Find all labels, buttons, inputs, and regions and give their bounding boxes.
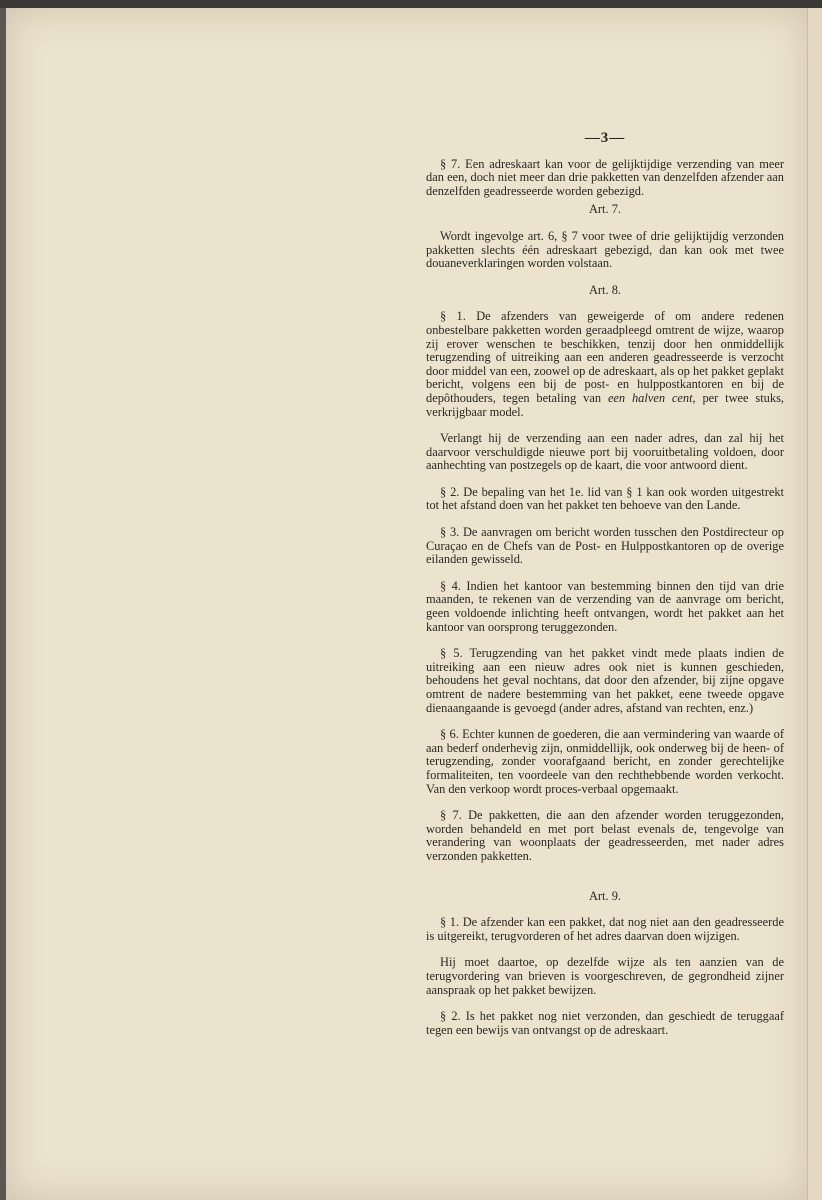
paragraph: [426, 526, 784, 567]
paragraph: [426, 310, 784, 419]
paragraph-text: § 2. Is het pakket nog niet verzonden, dan geschiedt de teruggaaf tegen een bewijs van ontvangst op de adreskaart.: [426, 1009, 784, 1037]
paragraph: [426, 956, 784, 997]
paragraph-text: § 1. De afzender kan een pakket, dat nog niet aan den geadresseerde is uitgereikt, terugvorderen of het adres daarvan doen wijzigen.: [426, 915, 784, 943]
paragraph-text: Hij moet daartoe, op dezelfde wijze als ten aanzien van de terugvordering van brieven is voorgeschreven, de gegrondheid zijner aanspraak op het pakket bewijzen.: [426, 955, 784, 997]
paragraph: [426, 580, 784, 634]
emphasized-text: een halven cent,: [607, 390, 696, 405]
document-page: [6, 8, 808, 1200]
spacer: [426, 877, 784, 885]
paragraph-text: § 2. De bepaling van het 1e. lid van § 1 kan ook worden uitgestrekt tot het afstand doen van het pakket ten behoeve van den Lande.: [426, 484, 784, 513]
paragraph: [426, 1010, 784, 1037]
paragraph-text: § 1. De afzenders van geweigerde of om andere redenen onbestelbare pakketten worden geraadpleegd omtrent de wijze, waarop zij erover wenschen te beschikken, tenzij door hen onmiddellijk terugzending of uitreiking aan een anderen geadresseerde is verzocht door middel van een, zoowel op de adreskaart, als op het pakket geplakt bericht, volgens een bij de post- en hulppostkantoren en bij de depôthouders, tegen betaling van: [426, 309, 784, 405]
paragraph: [426, 486, 784, 513]
paragraph: [426, 158, 784, 199]
paragraph: [426, 728, 784, 796]
paragraph-text: § 7. De pakketten, die aan den afzender worden teruggezonden, worden behandeld en met port belast evenals de, tengevolge van verandering van woonplaats der geadresseerden, met nader adres verzonden pakketten.: [426, 808, 784, 863]
paragraph-text: Wordt ingevolge art. 6, § 7 voor twee of drie gelijktijdig verzonden pakketten slechts één adreskaart gebezigd, dan kan ook met twee douaneverklaringen worden volstaan.: [426, 228, 784, 271]
scan-right-edge: [807, 8, 822, 1200]
paragraph-text: § 6. Echter kunnen de goederen, die aan vermindering van waarde of aan bederf onderhevig zijn, onmiddellijk, ook onderweg bij de heen- of terugzending, zonder voorafgaand bericht, en zonder gerechtelijke formaliteiten, ten voordeele van den rechthebbende worden verkocht. Van den verkoop wordt proces-verbaal opgemaakt.: [426, 727, 784, 796]
paragraph: [426, 916, 784, 943]
page-number: —3—: [584, 130, 626, 146]
paragraph: [426, 230, 784, 271]
paragraph-text: § 3. De aanvragen om bericht worden tusschen den Postdirecteur op Curaçao en de Chefs van de Post- en Hulppostkantoren op de overige eilanden gewisseld.: [426, 525, 784, 567]
article-heading: Art. 7.: [588, 202, 621, 217]
paragraph: [426, 647, 784, 715]
article-heading: Art. 9.: [588, 888, 621, 903]
paragraph-text: Verlangt hij de verzending aan een nader adres, dan zal hij het daarvoor verschuldigde nieuwe port bij vooruitbetaling voldoen, door aanhechting van postzegels op de kaart, die voor antwoord dient.: [426, 431, 784, 473]
paragraph: [426, 432, 784, 473]
paragraph-text: § 4. Indien het kantoor van bestemming binnen den tijd van drie maanden, te rekenen van de verzending van de aanvrage om bericht, geen voldoende inlichting heeft ontvangen, wordt het pakket aan het kantoor van oorsprong teruggezonden.: [426, 578, 784, 634]
scan-top-border: [0, 0, 822, 8]
paragraph: [426, 809, 784, 863]
text-column: [426, 132, 784, 1050]
paragraph-text-continued: per twee stuks, verkrijgbaar model.: [426, 390, 784, 419]
article-heading: Art. 8.: [588, 282, 621, 297]
paragraph-text: § 5. Terugzending van het pakket vindt mede plaats indien de uitreiking aan een nieuw adres ook niet is kunnen geschieden, behoudens het geval nochtans, dat door den afzender, bij zijne opgave omtrent de nadere bestemming van het pakket, eene tweede opgave dienaangaande is gevoegd (ander adres, afstand van rechten, enz.): [426, 646, 784, 715]
paragraph-text: § 7. Een adreskaart kan voor de gelijktijdige verzending van meer dan een, doch niet meer dan drie pakketten van denzelfden afzender aan denzelfden geadresseerde worden gebezigd.: [426, 156, 784, 198]
